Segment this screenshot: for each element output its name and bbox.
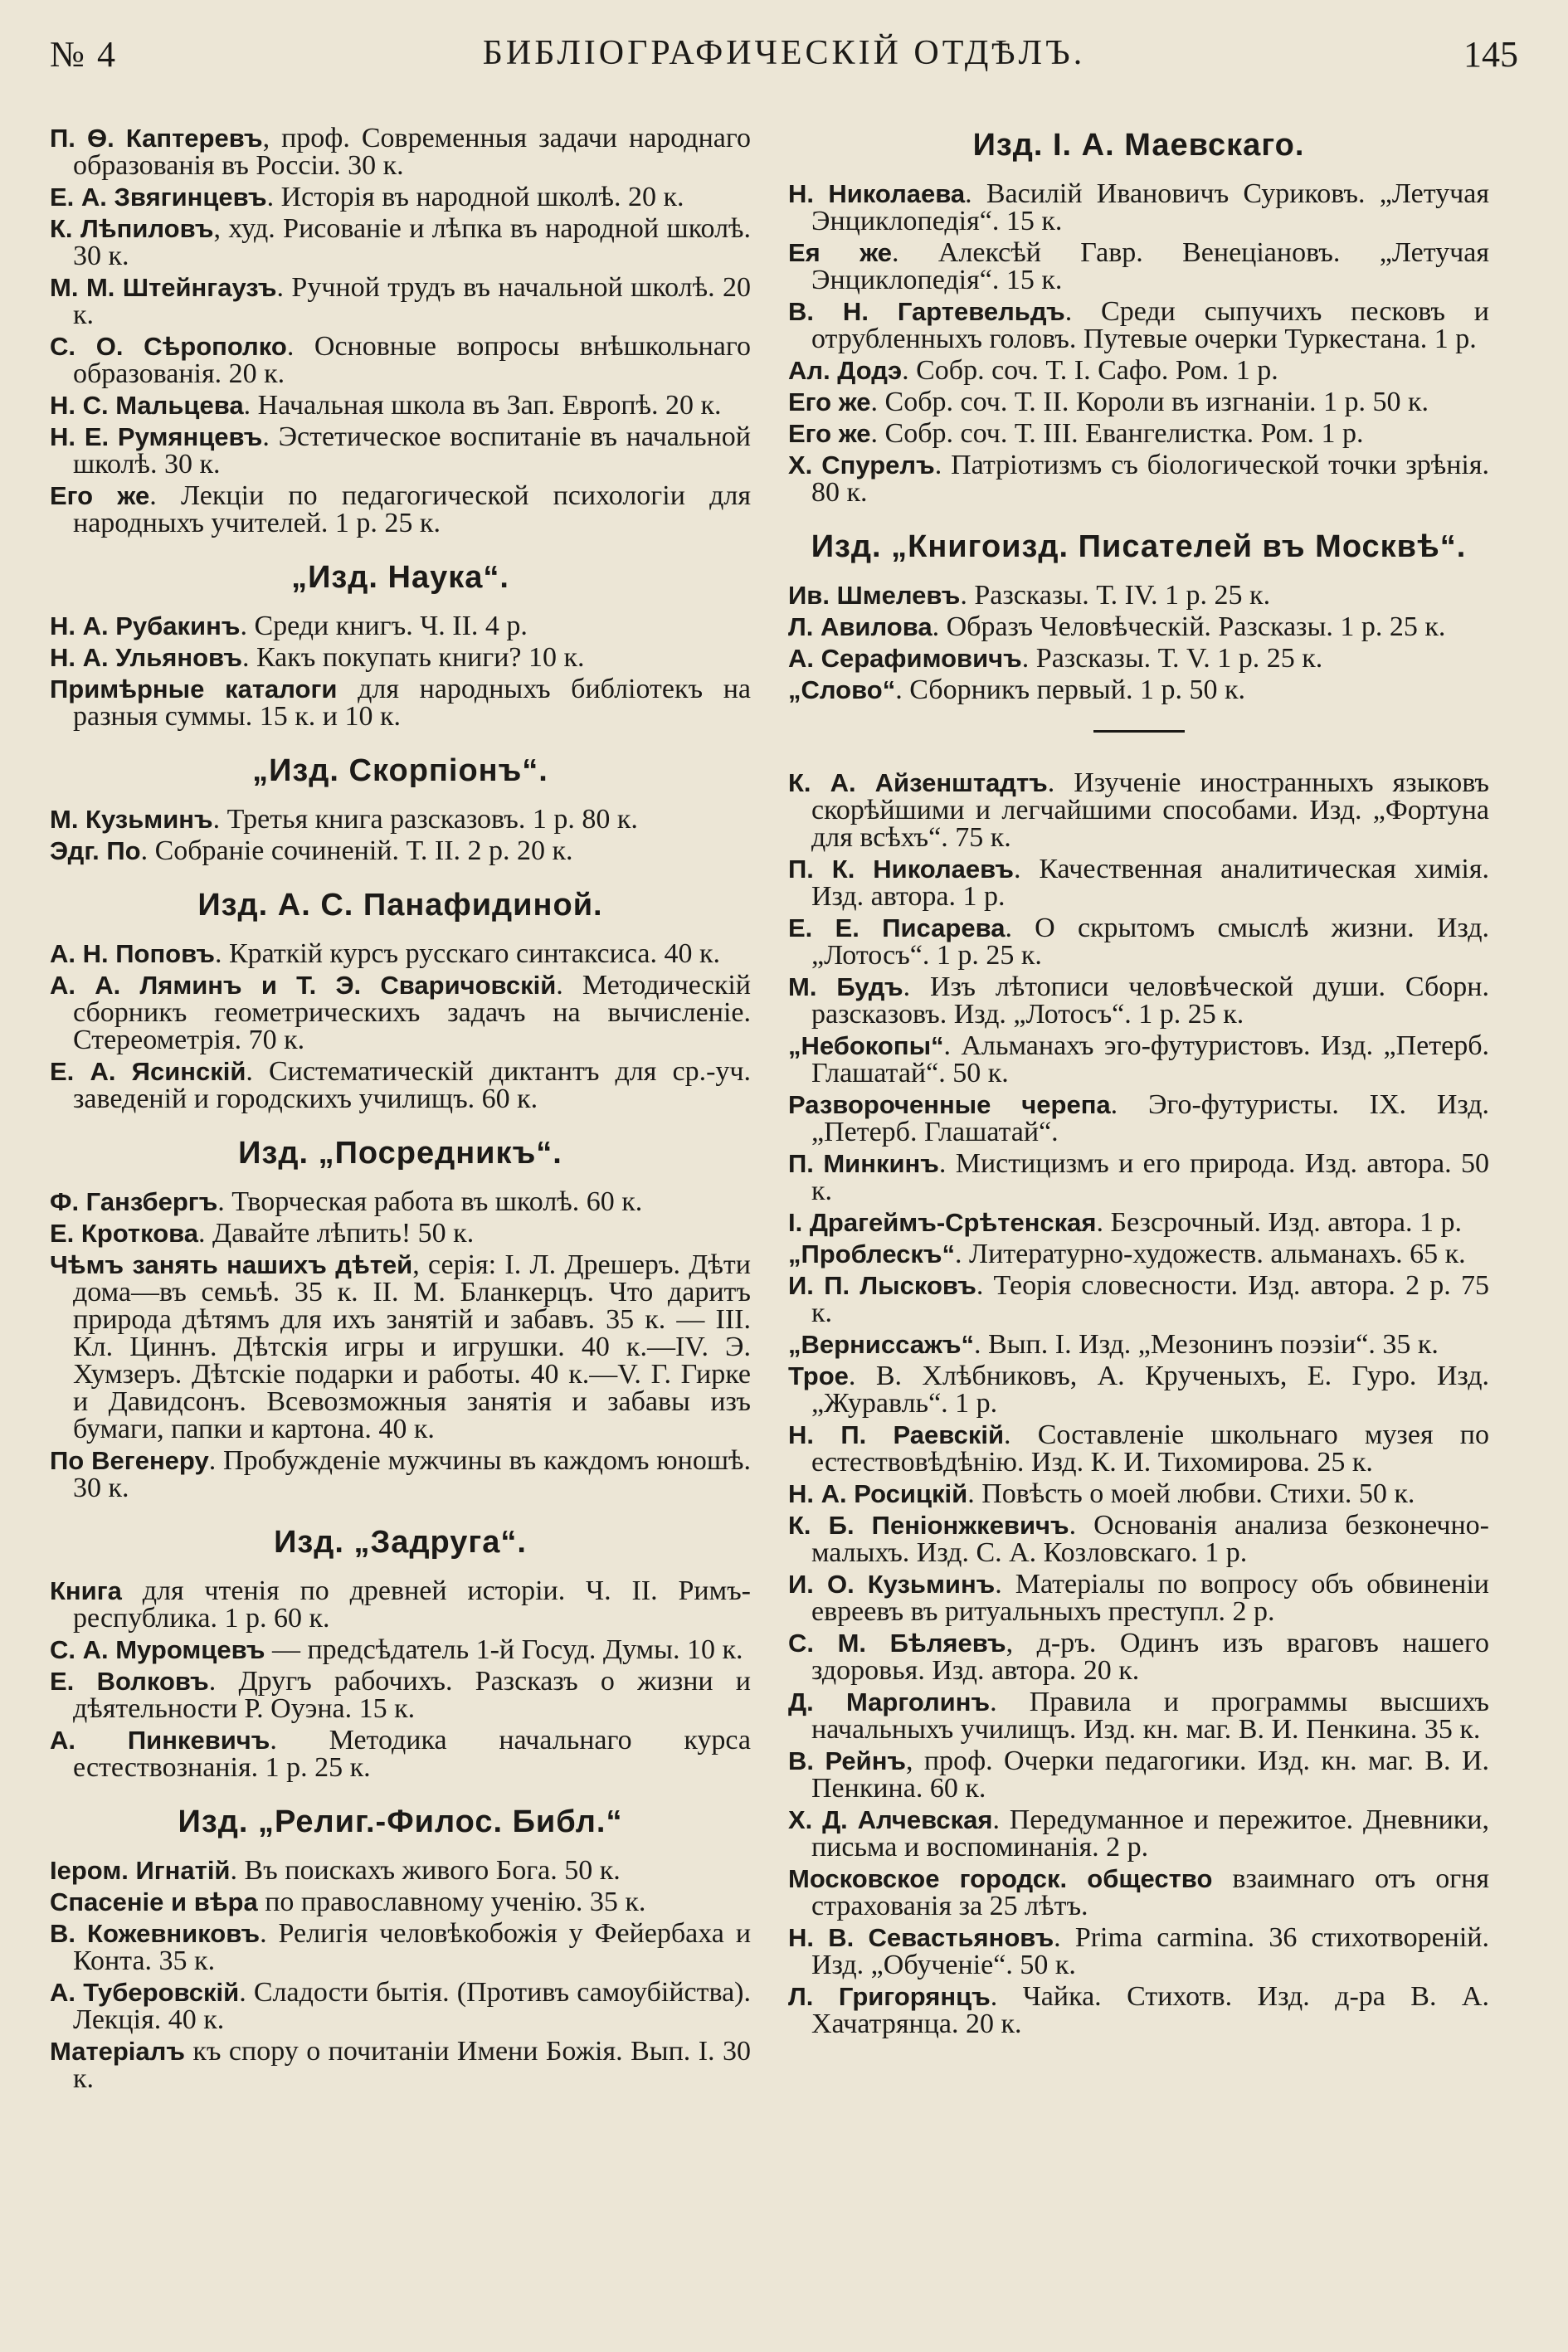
entry-text: . В. Хлѣбниковъ, А. Крученыхъ, Е. Гуро. Изд. „Журавль“. 1 р. [811, 1361, 1489, 1419]
entry-author: С. А. Муромцевъ [50, 1635, 265, 1664]
publisher-heading: Изд. „Посредникъ“. [238, 1136, 562, 1171]
bibliography-entry [788, 1091, 1489, 1146]
entry-author: А. А. Ляминъ и Т. Э. Сваричовскій [50, 971, 557, 1000]
entry-author: Книга [50, 1576, 122, 1605]
bibliography-entry [788, 1747, 1489, 1802]
entry-text: . Собр. соч. Т. I. Сафо. Ром. 1 р. [902, 355, 1278, 386]
bibliography-entry [788, 1032, 1489, 1087]
entry-text: — предсѣдатель 1-й Госуд. Думы. 10 к. [265, 1634, 743, 1665]
left-column [50, 124, 751, 2096]
entry-text: къ спору о почитаніи Имени Божія. Вып. I. 30 к. [73, 2036, 751, 2094]
entry-text: . Безсрочный. Изд. автора. 1 р. [1096, 1207, 1462, 1238]
entry-text: . Творческая работа въ школѣ. 60 к. [217, 1186, 643, 1217]
section-title: БИБЛІОГРАФИЧЕСКІЙ ОТДѢЛЪ. [482, 34, 1086, 72]
bibliography-entry [50, 1920, 751, 1975]
entry-text: . Литературно-художеств. альманахъ. 65 к. [955, 1239, 1466, 1269]
entry-text: . Мистицизмъ и его природа. Изд. автора. 50 к. [811, 1148, 1489, 1206]
entry-text: . Качественная аналитическая химія. Изд. автора. 1 р. [811, 854, 1489, 912]
entry-author: Н. П. Раевскій [788, 1420, 1005, 1449]
bibliography-entry [788, 1512, 1489, 1566]
entry-text: . Другъ рабочихъ. Разсказъ о жизни и дѣятельности Р. Оуэна. 15 к. [73, 1666, 751, 1724]
entry-author: Н. Николаева [788, 179, 966, 208]
entry-text: по православному ученію. 35 к. [257, 1887, 646, 1917]
bibliography-entry [788, 769, 1489, 851]
entry-author: А. Н. Поповъ [50, 939, 215, 968]
bibliography-entry [50, 482, 751, 537]
entry-author: Его же [788, 419, 871, 448]
bibliography-entry [788, 1570, 1489, 1625]
entry-author: П. Минкинъ [788, 1149, 939, 1178]
right-column [788, 124, 1489, 2042]
entry-text: . Лекціи по педагогической психологіи для народныхъ учителей. 1 р. 25 к. [73, 480, 751, 538]
bibliography-entry [50, 1888, 751, 1916]
entry-author: И. О. Кузьминъ [788, 1570, 996, 1599]
bibliography-entry [788, 1688, 1489, 1743]
entry-author: Ал. Додэ [788, 356, 903, 385]
entry-author: Н. Е. Румянцевъ [50, 422, 263, 451]
bibliography-entry [50, 1636, 751, 1663]
bibliography-entry [788, 1480, 1489, 1507]
entry-author: По Вегенеру [50, 1446, 209, 1475]
bibliography-entry [788, 357, 1489, 384]
section-divider [1093, 730, 1185, 733]
bibliography-entry [50, 124, 751, 179]
entry-text: , д-ръ. Одинъ изъ враговъ нашего здоровья. Изд. автора. 20 к. [811, 1628, 1489, 1686]
bibliography-entry [788, 180, 1489, 235]
bibliography-entry [50, 971, 751, 1054]
entry-text: . Въ поискахъ живого Бога. 50 к. [230, 1855, 621, 1886]
entry-text: . Изученіе иностранныхъ языковъ скорѣйшими и легчайшими способами. Изд. „Фортуна для всѣхъ“. 75 к. [811, 767, 1490, 853]
entry-author: Н. А. Рубакинъ [50, 611, 241, 640]
entry-author: Л. Григорянцъ [788, 1982, 991, 2011]
entry-author: Е. А. Ясинскій [50, 1057, 246, 1086]
entry-author: К. Б. Пеніонжкевичъ [788, 1511, 1069, 1540]
entry-author: И. П. Лысковъ [788, 1271, 976, 1300]
entry-text: . Сборникъ первый. 1 р. 50 к. [895, 674, 1245, 705]
entry-author: А. Серафимовичъ [788, 644, 1022, 673]
entry-author: Іером. Игнатій [50, 1856, 231, 1885]
entry-text: . Систематическій диктантъ для ср.-уч. заведеній и городскихъ училищъ. 60 к. [73, 1056, 751, 1114]
entry-author: М. Кузьминъ [50, 805, 213, 834]
entry-text: . Сладости бытія. (Противъ самоубійства). Лекція. 40 к. [73, 1977, 751, 2035]
publisher-heading: Изд. „Книгоизд. Писателей въ Москвѣ“. [811, 529, 1467, 564]
entry-text: . Краткій курсъ русскаго синтаксиса. 40 к. [215, 938, 720, 969]
entry-author: В. Кожевниковъ [50, 1919, 261, 1948]
entry-text: . Алексѣй Гавр. Венеціановъ. „Летучая Энциклопедія“. 15 к. [811, 237, 1489, 295]
entry-text: . Вып. I. Изд. „Мезонинъ поэзіи“. 35 к. [974, 1329, 1439, 1360]
bibliography-entry [50, 1668, 751, 1722]
entry-text: . О скрытомъ смыслѣ жизни. Изд. „Лотосъ“. 1 р. 25 к. [811, 913, 1490, 971]
bibliography-entry [788, 613, 1489, 640]
bibliography-entry [50, 423, 751, 478]
bibliography-entry [50, 940, 751, 967]
entry-text: . Патріотизмъ съ біологической точки зрѣнія. 80 к. [811, 450, 1489, 508]
entry-text: . Образъ Человѣческій. Разсказы. 1 р. 25 к. [932, 611, 1446, 642]
page-number: 145 [1463, 34, 1518, 75]
entry-text: . Собр. соч. Т. III. Евангелистка. Ром. 1 р. [870, 418, 1364, 449]
bibliography-entry [50, 1188, 751, 1215]
entry-text: . Составленіе школьнаго музея по естествовѣдѣнію. Изд. К. И. Тихомирова. 25 к. [811, 1419, 1489, 1478]
bibliography-entry [788, 973, 1489, 1028]
entry-text: для чтенія по древней исторіи. Ч. II. Римъ-республика. 1 р. 60 к. [73, 1575, 751, 1634]
entry-author: Н. А. Ульяновъ [50, 643, 242, 672]
bibliography-entry [788, 1806, 1489, 1861]
publisher-heading: Изд. „Задруга“. [274, 1525, 527, 1560]
bibliography-entry [788, 676, 1489, 704]
entry-text: . Давайте лѣпить! 50 к. [198, 1218, 475, 1249]
entry-author: С. М. Бѣляевъ [788, 1629, 1006, 1658]
entry-author: Эдг. По [50, 836, 141, 865]
entry-author: Ив. Шмелевъ [788, 581, 961, 610]
entry-text: . Ручной трудъ въ начальной школѣ. 20 к. [73, 272, 751, 330]
entry-author: С. О. Сѣрополко [50, 332, 287, 361]
entry-author: Его же [788, 387, 871, 416]
entry-author: П. Ѳ. Каптеревъ [50, 124, 263, 153]
entry-author: Л. Авилова [788, 612, 933, 641]
entry-text: . Какъ покупать книги? 10 к. [241, 642, 585, 673]
bibliography-entry [788, 1983, 1489, 2038]
entry-author: Е. А. Звягинцевъ [50, 183, 267, 212]
entry-author: П. К. Николаевъ [788, 855, 1015, 884]
bibliography-entry [50, 1447, 751, 1502]
bibliography-entry [50, 1726, 751, 1781]
entry-text: . Среди сыпучихъ песковъ и отрубленныхъ головъ. Путевые очерки Туркестана. 1 р. [811, 296, 1489, 354]
entry-text: . Повѣсть о моей любви. Стихи. 50 к. [967, 1478, 1415, 1509]
bibliography-entry [50, 215, 751, 270]
entry-text: , худ. Рисованіе и лѣпка въ народной школѣ. 30 к. [73, 213, 751, 271]
entry-text: . Василій Ивановичъ Суриковъ. „Летучая Энциклопедія“. 15 к. [811, 178, 1489, 236]
entry-author: В. Рейнъ [788, 1746, 907, 1775]
entry-author: Н. А. Росицкій [788, 1479, 968, 1508]
entry-author: Развороченные черепа [788, 1090, 1111, 1119]
bibliography-entry [50, 1577, 751, 1632]
entry-author: К. А. Айзенштадтъ [788, 768, 1048, 797]
bibliography-entry [50, 392, 751, 419]
bibliography-entry [788, 1331, 1489, 1358]
bibliography-entry [50, 806, 751, 833]
bibliography-entry [50, 1857, 751, 1884]
entry-text: для народныхъ библіотекъ на разныя суммы. 15 к. и 10 к. [73, 674, 751, 732]
bibliography-entry [50, 2038, 751, 2092]
entry-author: К. Лѣпиловъ [50, 214, 214, 243]
entry-text: . Эго-футуристы. IX. Изд. „Петерб. Глашатай“. [811, 1089, 1489, 1147]
entry-author: „Верниссажъ“ [788, 1330, 975, 1359]
entry-author: М. Будъ [788, 972, 903, 1001]
entry-author: Н. С. Мальцева [50, 391, 244, 420]
bibliography-entry [788, 298, 1489, 353]
entry-author: Ея же [788, 238, 893, 267]
bibliography-entry [50, 1058, 751, 1113]
entry-text: , проф. Очерки педагогики. Изд. кн. маг. В. И. Пенкина. 60 к. [811, 1746, 1489, 1804]
entry-author: Х. Д. Алчевская [788, 1805, 993, 1834]
entry-author: Е. Кроткова [50, 1219, 199, 1248]
entry-text: . Передуманное и пережитое. Дневники, письма и воспоминанія. 2 р. [811, 1804, 1489, 1863]
bibliography-entry [788, 914, 1489, 969]
entry-text: , серія: I. Л. Дрешеръ. Дѣти дома—въ семьѣ. 35 к. II. М. Бланкерцъ. Что даритъ природа дѣтямъ для ихъ занятій и забавъ. 35 к. — III. Кл. Циннъ. Дѣтскія игры и игрушки. 40 к.—IV. Э. Хумзеръ. Дѣтскіе подарки и работы. 40 к.—V. Г. Гирке и Давидсонъ. Всевозможныя занятія и забавы изъ бумаги, папки и картона. 40 к. [73, 1249, 751, 1444]
entry-author: А. Пинкевичъ [50, 1726, 270, 1755]
entry-author: Д. Марголинъ [788, 1687, 991, 1717]
entry-author: „Небокопы“ [788, 1031, 944, 1060]
entry-author: Чѣмъ занять нашихъ дѣтей [50, 1250, 413, 1279]
entry-author: Матеріалъ [50, 2037, 185, 2066]
bibliography-entry [788, 645, 1489, 672]
publisher-heading: „Изд. Наука“. [291, 560, 509, 595]
entry-text: . Исторія въ народной школѣ. 20 к. [266, 182, 684, 212]
entry-author: Московское городск. общество [788, 1864, 1213, 1893]
bibliography-entry [50, 644, 751, 671]
publisher-heading: „Изд. Скорпіонъ“. [252, 753, 548, 788]
entry-text: . Третья книга разсказовъ. 1 р. 80 к. [212, 804, 638, 835]
entry-text: . Чайка. Стихотв. Изд. д-ра В. А. Хачатрянца. 20 к. [811, 1981, 1489, 2039]
entry-text: . Собраніе сочиненій. Т. II. 2 р. 20 к. [140, 835, 573, 866]
bibliography-entry [788, 1209, 1489, 1236]
entry-text: . Теорія словесности. Изд. автора. 2 р. 75 к. [811, 1270, 1489, 1328]
entry-text: . Начальная школа въ Зап. Европѣ. 20 к. [243, 390, 722, 421]
bibliography-entry [788, 1865, 1489, 1920]
bibliography-entry [50, 612, 751, 640]
entry-author: Х. Спурелъ [788, 450, 935, 480]
entry-text: . Основанія анализа безконечно-малыхъ. Изд. С. А. Козловскаго. 1 р. [811, 1510, 1490, 1568]
entry-author: В. Н. Гартевельдъ [788, 297, 1065, 326]
publisher-heading: Изд. А. С. Панафидиной. [197, 888, 603, 923]
entry-text: . Среди книгъ. Ч. II. 4 р. [240, 611, 528, 641]
bibliography-entry [788, 451, 1489, 506]
bibliography-entry [788, 1362, 1489, 1417]
entry-author: Трое [788, 1361, 849, 1390]
entry-author: „Проблескъ“ [788, 1239, 956, 1269]
bibliography-entry [788, 1629, 1489, 1684]
bibliography-entry [50, 333, 751, 387]
bibliography-entry [788, 1150, 1489, 1205]
entry-author: М. М. Штейнгаузъ [50, 273, 277, 302]
entry-text: . Матеріалы по вопросу объ обвиненіи евреевъ въ ритуальныхъ преступл. 2 р. [811, 1569, 1489, 1627]
bibliography-entry [50, 1979, 751, 2033]
entry-text: . Основные вопросы внѣшкольнаго образованія. 20 к. [73, 331, 751, 389]
bibliography-entry [788, 1240, 1489, 1268]
entry-author: Спасеніе и вѣра [50, 1887, 258, 1916]
bibliography-entry [50, 183, 751, 211]
entry-author: Примѣрные каталоги [50, 674, 338, 704]
entry-author: Н. В. Севастьяновъ [788, 1923, 1054, 1952]
publisher-heading: Изд. І. А. Маевскаго. [972, 128, 1305, 163]
entry-text: . Религія человѣкобожія у Фейербаха и Конта. 35 к. [73, 1918, 752, 1976]
entry-text: . Prima carmina. 36 стихотвореній. Изд. „Обученіе“. 50 к. [811, 1922, 1489, 1980]
entry-text: . Пробужденіе мужчины въ каждомъ юношѣ. 30 к. [73, 1445, 751, 1503]
entry-author: А. Туберовскій [50, 1978, 240, 2007]
bibliography-entry [788, 420, 1489, 447]
entry-text: , проф. Современныя задачи народнаго образованія въ Россіи. 30 к. [73, 123, 751, 181]
bibliography-entry [788, 1421, 1489, 1476]
bibliography-entry [50, 837, 751, 864]
entry-text: . Разсказы. Т. V. 1 р. 25 к. [1021, 643, 1323, 674]
entry-text: . Собр. соч. Т. II. Короли въ изгнаніи. 1 р. 50 к. [870, 387, 1429, 417]
bibliography-entry [788, 855, 1489, 910]
entry-author: Его же [50, 481, 150, 510]
entry-author: Е. Волковъ [50, 1667, 209, 1696]
bibliography-entry [788, 239, 1489, 294]
entry-text: . Эстетическое воспитаніе въ начальной школѣ. 30 к. [73, 421, 751, 480]
entry-text: . Методика начальнаго курса естествознанія. 1 р. 25 к. [73, 1725, 751, 1783]
entry-text: взаимнаго отъ огня страхованія за 25 лѣтъ. [811, 1863, 1489, 1921]
entry-author: „Слово“ [788, 675, 896, 704]
bibliography-entry [788, 1272, 1489, 1327]
entry-author: Е. Е. Писарева [788, 913, 1006, 942]
entry-author: Ф. Ганзбергъ [50, 1187, 218, 1216]
page-header [50, 33, 1518, 83]
bibliography-entry [788, 1924, 1489, 1979]
bibliography-entry [50, 1220, 751, 1247]
issue-number: № 4 [50, 34, 117, 75]
bibliography-entry [50, 1251, 751, 1443]
bibliography-entry [788, 388, 1489, 416]
entry-author: I. Драгеймъ-Срѣтенская [788, 1208, 1097, 1237]
bibliography-entry [788, 582, 1489, 609]
bibliography-entry [50, 675, 751, 730]
bibliography-entry [50, 274, 751, 329]
entry-text: . Методическій сборникъ геометрическихъ задачъ на вычисленіе. Стереометрія. 70 к. [73, 970, 751, 1055]
entry-text: . Разсказы. Т. IV. 1 р. 25 к. [960, 580, 1271, 611]
entry-text: . Изъ лѣтописи человѣческой души. Сборн. разсказовъ. Изд. „Лотосъ“. 1 р. 25 к. [811, 971, 1489, 1030]
entry-text: . Альманахъ эго-футуристовъ. Изд. „Петерб. Глашатай“. 50 к. [811, 1030, 1489, 1088]
publisher-heading: Изд. „Религ.-Филос. Библ.“ [178, 1804, 623, 1839]
entry-text: . Правила и программы высшихъ начальныхъ училищъ. Изд. кн. маг. В. И. Пенкина. 35 к. [811, 1687, 1489, 1745]
